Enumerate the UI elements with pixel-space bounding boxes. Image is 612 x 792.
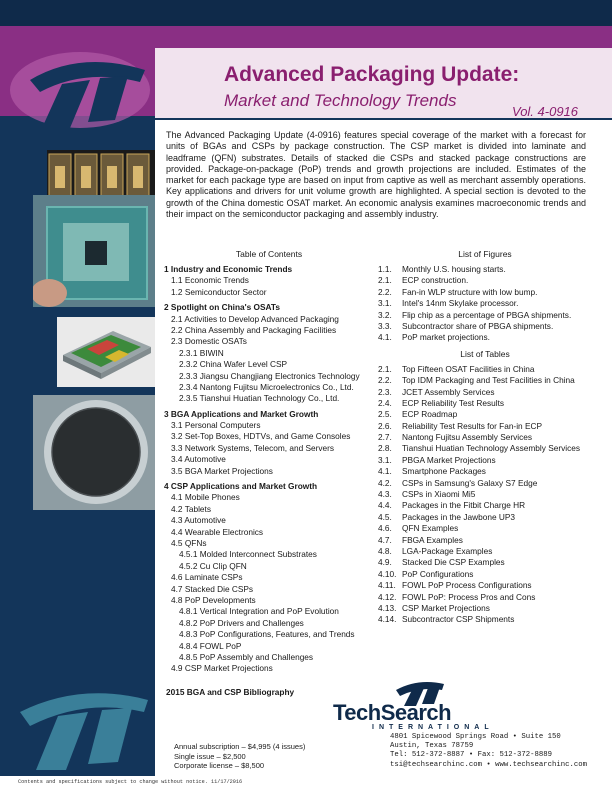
toc-item: 4.2 Tablets [171, 503, 211, 514]
toc-item: 4.8 PoP Developments [171, 594, 256, 605]
figure-item [378, 264, 592, 275]
toc-section: 1 Industry and Economic Trends [164, 264, 293, 274]
table-item-title: Subcontractor CSP Shipments [402, 614, 515, 625]
table-item [378, 489, 592, 500]
photo-3d-package-render [57, 317, 155, 387]
table-item [378, 443, 592, 454]
table-item-title: Nantong Fujitsu Assembly Services [402, 432, 533, 443]
table-item [378, 421, 592, 432]
toc-item: 2.3.2 China Wafer Level CSP [179, 359, 288, 370]
figures-heading: List of Figures [458, 249, 512, 259]
toc-item: 2.2 China Assembly and Packaging Facilities [171, 324, 337, 335]
toc-section: 4 CSP Applications and Market Growth [164, 481, 318, 492]
table-item-number: 4.12. [378, 591, 397, 602]
figure-item-number: 2.2. [378, 286, 392, 297]
tables-list [378, 364, 592, 626]
table-item-number: 3.1. [378, 454, 392, 465]
table-item-title: Top IDM Packaging and Test Facilities in China [402, 375, 575, 386]
figure-item [378, 310, 592, 321]
figure-item-title: Intel's 14nm Skylake processor. [402, 298, 519, 309]
toc-item: 4.8.4 FOWL PoP [179, 640, 242, 651]
table-of-contents [164, 248, 374, 675]
table-item-title: JCET Assembly Services [402, 386, 495, 397]
table-item [378, 500, 592, 511]
volume-number: Vol. 4-0916 [512, 104, 579, 119]
photo-wafer [33, 395, 155, 510]
toc-item: 4.3 Automotive [171, 515, 226, 526]
table-item-number: 4.14. [378, 614, 397, 625]
figure-item-title: Flip chip as a percentage of PBGA shipments. [402, 309, 572, 320]
table-item-title: CSPs in Samsung's Galaxy S7 Edge [402, 477, 538, 488]
table-item-number: 2.6. [378, 420, 392, 431]
table-item-number: 2.2. [378, 375, 392, 386]
table-item [378, 387, 592, 398]
phone-fax: Tel: 512-372-8887 • Fax: 512-372-8889 [390, 751, 553, 760]
table-item [378, 523, 592, 534]
table-item [378, 535, 592, 546]
figure-item [378, 287, 592, 298]
figure-item-number: 3.1. [378, 298, 392, 309]
table-item-number: 4.10. [378, 568, 397, 579]
toc-section: 2 Spotlight on China's OSATs [164, 302, 280, 313]
address-line-2: Austin, Texas 78759 [390, 742, 474, 751]
address-line-1: 4801 Spicewood Springs Road • Suite 150 [390, 733, 561, 741]
toc-item: 4.5 QFNs [171, 537, 207, 548]
intro-paragraph: The Advanced Packaging Update (4-0916) features special coverage of the market with a forecast for units of BGAs and CSPs by package construction. The CSP market is divided into laminate and leadframe (QFN) substrates. Details of stacked die CSPs and stacked package constructions are provided. Package-on-package (PoP) trends and growth projections are included. Estimates of the market for each package type are based on input from captive as well as merchant assembly operations. Key applications and drivers for unit volume growth are highlighted. A special section is devoted to the growth of the China domestic OSAT market. An economic analysis examines macroeconomic trends and their impact on the semiconductor packaging and assembly industry. [166, 130, 586, 220]
bibliography-entry: 2015 BGA and CSP Bibliography [166, 687, 295, 697]
table-item [378, 455, 592, 466]
table-item-number: 2.4. [378, 397, 392, 408]
toc-item: 4.8.2 PoP Drivers and Challenges [179, 617, 304, 628]
toc-item: 1.2 Semiconductor Sector [171, 286, 267, 297]
figure-item [378, 275, 592, 286]
table-item [378, 557, 592, 568]
table-item-number: 4.5. [378, 511, 392, 522]
table-item-title: PoP Configurations [402, 568, 474, 579]
document-title: Advanced Packaging Update: [224, 63, 520, 86]
figure-item-title: PoP market projections. [402, 332, 490, 343]
table-item-title: Packages in the Fitbit Charge HR [402, 500, 526, 511]
toc-item: 4.4 Wearable Electronics [171, 526, 264, 537]
figure-item-title: Fan-in WLP structure with low bump. [402, 286, 538, 297]
table-item-number: 2.1. [378, 363, 392, 374]
table-item-title: Top Fifteen OSAT Facilities in China [402, 363, 535, 374]
toc-item: 2.3.3 Jiangsu Changjiang Electronics Technology [179, 370, 360, 381]
toc-list [164, 264, 374, 675]
company-address [390, 733, 587, 770]
document-subtitle: Market and Technology Trends [224, 91, 457, 110]
toc-heading: Table of Contents [235, 249, 303, 259]
photo-processor-package [33, 195, 155, 307]
table-item-title: CSPs in Xiaomi Mi5 [402, 489, 476, 500]
table-item-number: 2.5. [378, 409, 392, 420]
toc-section: 3 BGA Applications and Market Growth [164, 408, 319, 419]
table-item-number: 4.1. [378, 466, 392, 477]
subscription-pricing [174, 742, 305, 771]
table-item [378, 580, 592, 591]
table-item [378, 364, 592, 375]
toc-item: 4.9 CSP Market Projections [171, 663, 273, 674]
corporate-license-price: Corporate license – $8,500 [174, 761, 265, 770]
table-item [378, 478, 592, 489]
table-item-title: FOWL PoP Process Configurations [402, 580, 532, 591]
tsi-logo-bottom-icon [10, 682, 150, 770]
table-item-number: 4.2. [378, 477, 392, 488]
figure-item-number: 3.2. [378, 309, 392, 320]
table-item-title: Reliability Test Results for Fan-in ECP [402, 420, 543, 431]
tsi-logo-watermark-icon [0, 40, 155, 130]
figure-item-number: 4.1. [378, 332, 392, 343]
toc-item: 3.3 Network Systems, Telecom, and Servers [171, 442, 335, 453]
toc-item: 2.1 Activities to Develop Advanced Packaging [171, 313, 339, 324]
table-item-title: ECP Roadmap [402, 409, 458, 420]
table-item-title: QFN Examples [402, 523, 459, 534]
table-item-title: Packages in the Jawbone UP3 [402, 511, 516, 522]
figure-item [378, 332, 592, 343]
table-item-number: 4.3. [378, 489, 392, 500]
company-tagline: INTERNATIONAL [372, 724, 494, 731]
toc-item: 2.3.1 BIWIN [179, 347, 224, 358]
table-item-title: CSP Market Projections [402, 602, 490, 613]
figure-item-number: 3.3. [378, 320, 392, 331]
table-item [378, 432, 592, 443]
table-item [378, 592, 592, 603]
toc-item: 4.1 Mobile Phones [171, 492, 240, 503]
toc-item: 3.2 Set-Top Boxes, HDTVs, and Game Consoles [171, 431, 351, 442]
toc-item: 4.6 Laminate CSPs [171, 572, 243, 583]
toc-item: 4.5.2 Cu Clip QFN [179, 560, 247, 571]
table-item-title: PBGA Market Projections [402, 454, 496, 465]
table-item-number: 4.13. [378, 602, 397, 613]
toc-item: 3.4 Automotive [171, 454, 226, 465]
toc-item: 3.5 BGA Market Projections [171, 465, 273, 476]
figure-item-number: 1.1. [378, 264, 392, 274]
table-item-number: 4.6. [378, 523, 392, 534]
table-item [378, 569, 592, 580]
top-banner [0, 0, 612, 26]
table-item-number: 4.9. [378, 557, 392, 568]
figure-item-title: ECP construction. [402, 275, 469, 286]
lists-column [378, 248, 592, 626]
annual-subscription: Annual subscription – $4,995 (4 issues) [174, 742, 306, 751]
table-item [378, 546, 592, 557]
table-item-number: 4.11. [378, 580, 396, 591]
email-website[interactable]: tsi@techsearchinc.com • www.techsearchinc.com [390, 760, 588, 769]
tables-heading: List of Tables [460, 348, 510, 359]
table-item [378, 614, 592, 625]
table-item [378, 409, 592, 420]
table-item-title: Tianshui Huatian Technology Assembly Services [402, 443, 581, 454]
figure-item [378, 321, 592, 332]
table-item-number: 2.8. [378, 443, 392, 454]
table-item-title: FBGA Examples [402, 534, 463, 545]
table-item-title: ECP Reliability Test Results [402, 397, 505, 408]
toc-item: 4.8.1 Vertical Integration and PoP Evolution [179, 606, 339, 617]
table-item [378, 375, 592, 386]
table-item-number: 2.7. [378, 432, 392, 443]
company-name: TechSearch [333, 700, 452, 725]
table-item [378, 512, 592, 523]
table-item-number: 4.7. [378, 534, 392, 545]
figure-item-number: 2.1. [378, 275, 392, 286]
toc-item: 1.1 Economic Trends [171, 275, 249, 286]
table-item-title: LGA-Package Examples [402, 545, 493, 556]
toc-item: 2.3.5 Tianshui Huatian Technology Co., Ltd. [179, 393, 340, 404]
toc-item: 4.5.1 Molded Interconnect Substrates [179, 549, 317, 560]
figure-item [378, 298, 592, 309]
toc-item: 2.3.4 Nantong Fujitsu Microelectronics Co., Ltd. [179, 381, 354, 392]
toc-item: 3.1 Personal Computers [171, 420, 261, 431]
table-item [378, 603, 592, 614]
table-item-number: 2.3. [378, 386, 392, 397]
toc-item: 4.8.5 PoP Assembly and Challenges [179, 651, 314, 662]
table-item-title: Smartphone Packages [402, 466, 486, 477]
figures-list [378, 264, 592, 344]
table-item-number: 4.4. [378, 500, 392, 511]
table-item [378, 398, 592, 409]
footer-notice: Contents and specifications subject to change without notice. 11/17/2016 [18, 779, 243, 785]
toc-item: 2.3 Domestic OSATs [171, 336, 247, 347]
table-item-title: Stacked Die CSP Examples [402, 557, 505, 568]
toc-item: 4.8.3 PoP Configurations, Features, and Trends [179, 629, 355, 640]
figure-item-title: Subcontractor share of PBGA shipments. [402, 320, 554, 331]
table-item-title: FOWL PoP: Process Pros and Cons [402, 591, 536, 602]
table-item [378, 466, 592, 477]
single-issue-price: Single issue – $2,500 [174, 751, 246, 761]
figure-item-title: Monthly U.S. housing starts. [402, 264, 506, 274]
toc-item: 4.7 Stacked Die CSPs [171, 583, 254, 594]
table-item-number: 4.8. [378, 545, 392, 556]
